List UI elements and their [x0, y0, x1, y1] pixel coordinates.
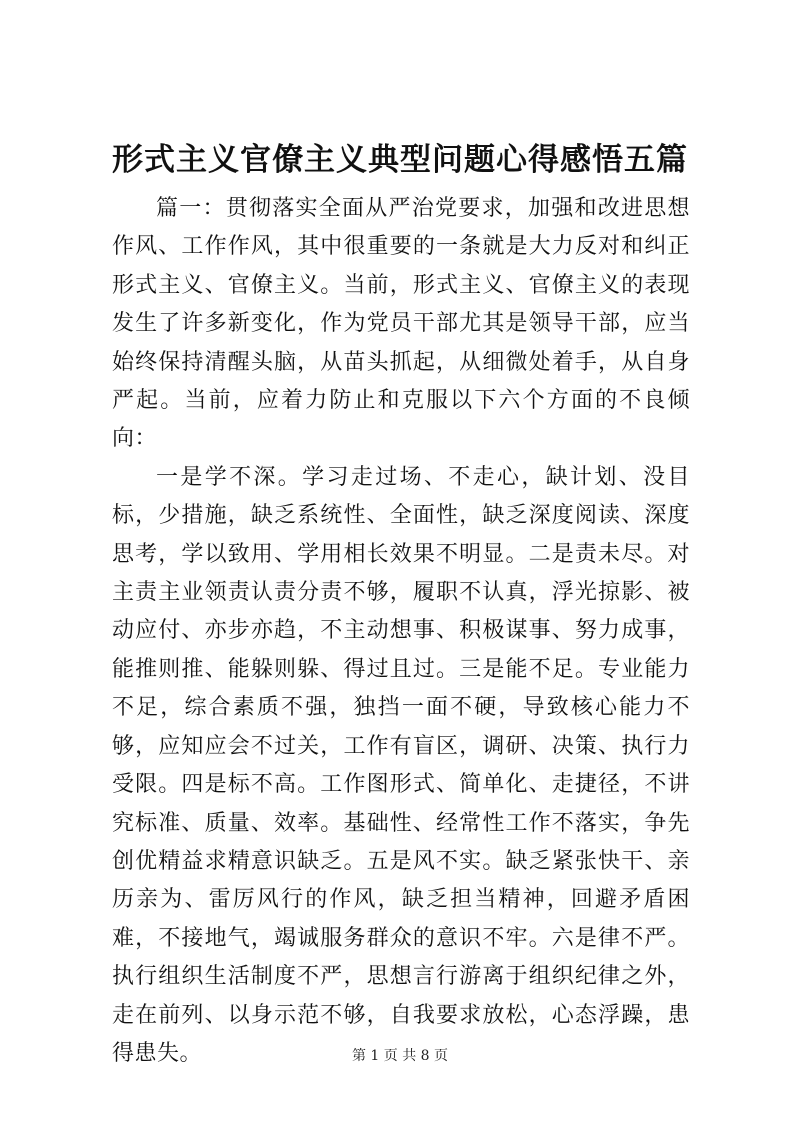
document-body	[112, 190, 690, 1073]
paragraph-intro: 篇一：贯彻落实全面从严治党要求，加强和改进思想作风、工作作风，其中很重要的一条就是大力反对和纠正形式主义、官僚主义。当前，形式主义、官僚主义的表现发生了许多新变化，作为党员干部尤其是领导干部，应当始终保持清醒头脑，从苗头抓起，从细微处着手，从自身严起。当前，应着力防止和克服以下六个方面的不良倾向：	[112, 196, 690, 452]
document-title: 形式主义官僚主义典型问题心得感悟五篇	[112, 142, 688, 178]
page-footer: 第 1 页 共 8 页	[351, 1048, 449, 1064]
paragraph-six-tendencies: 一是学不深。学习走过场、不走心，缺计划、没目标，少措施，缺乏系统性、全面性，缺乏深度阅读、深度思考，学以致用、学用相长效果不明显。二是责未尽。对主责主业领责认责分责不够，履职不认真，浮光掠影、被动应付、亦步亦趋，不主动想事、积极谋事、努力成事，能推则推、能躲则躲、得过且过。三是能不足。专业能力不足，综合素质不强，独挡一面不硬，导致核心能力不够，应知应会不过关，工作有盲区，调研、决策、执行力受限。四是标不高。工作图形式、简单化、走捷径，不讲究标准、质量、效率。基础性、经常性工作不落实，争先创优精益求精意识缺乏。五是风不实。缺乏紧张快干、亲历亲为、雷厉风行的作风，缺乏担当精神，回避矛盾困难，不接地气，竭诚服务群众的意识不牢。六是律不严。执行组织生活制度不严，思想言行游离于组织纪律之外，走在前列、以身示范不够，自我要求放松，心态浮躁，患得患失。	[112, 464, 690, 1066]
